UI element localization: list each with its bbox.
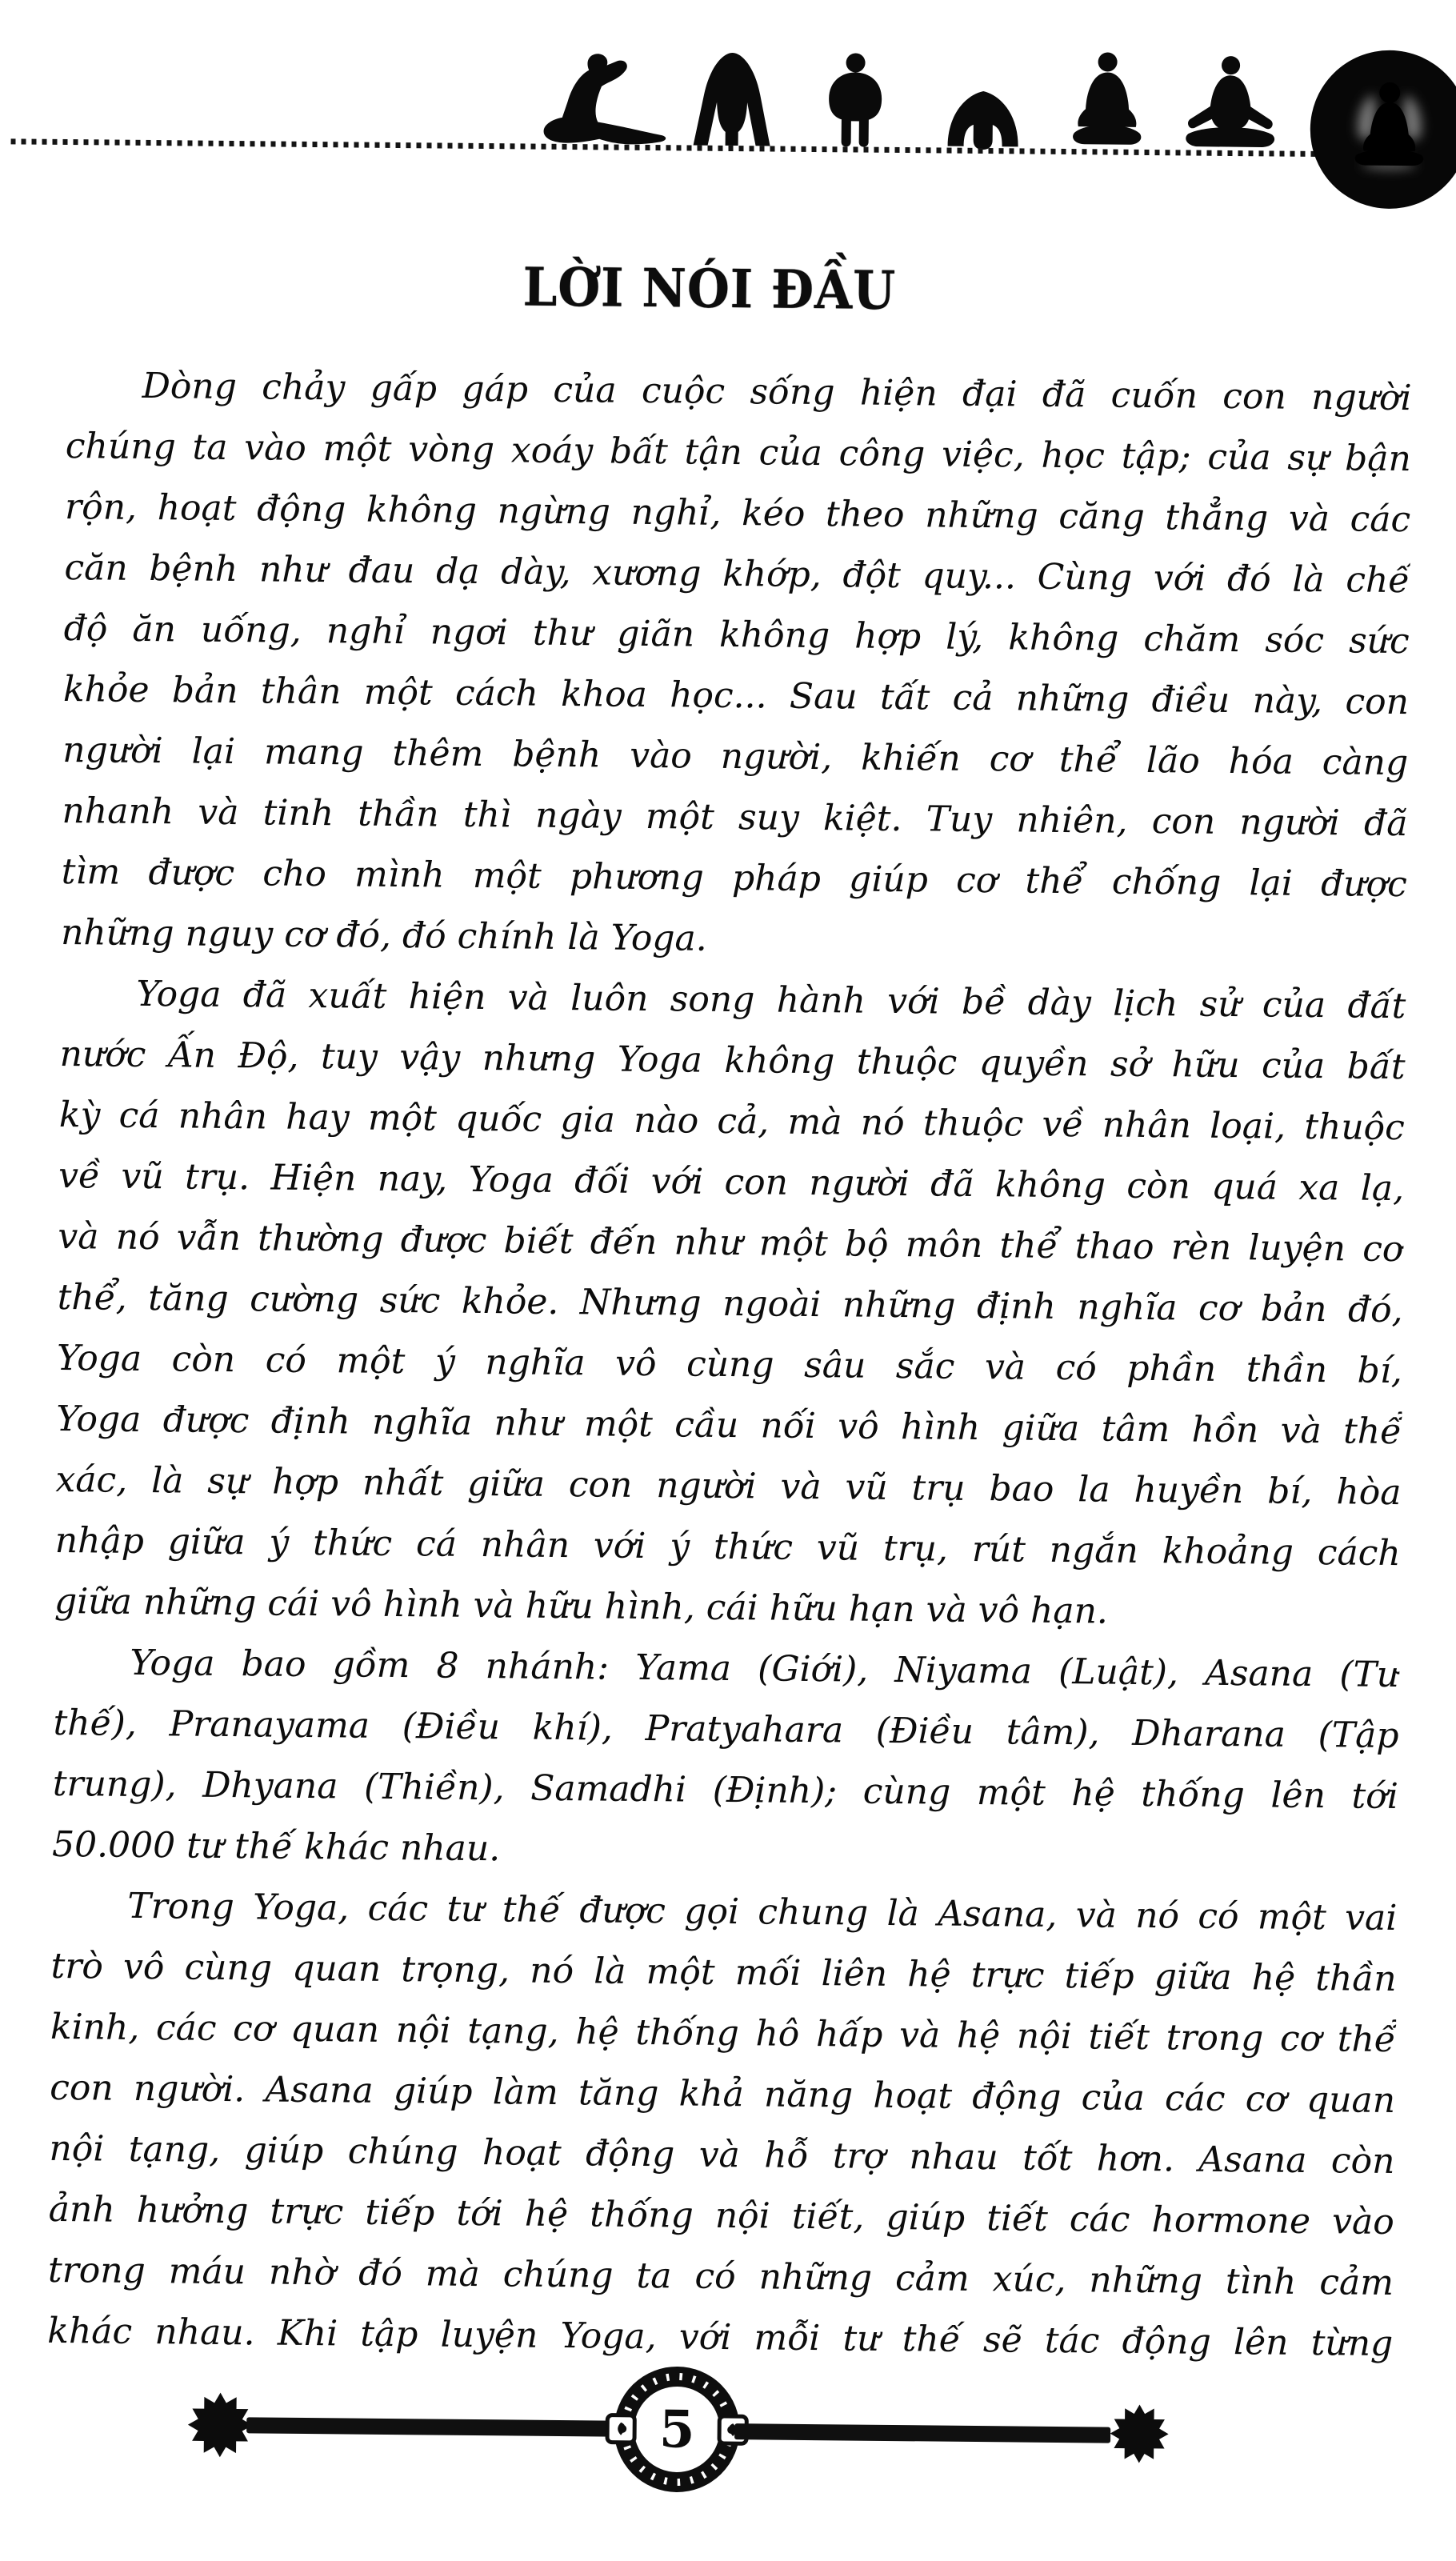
text-line: Dòng chảy gấp gáp của cuộc sống hiện đại đã cuốn con người [142, 365, 1412, 419]
text-line: khỏe bản thân một cách khoa học... Sau tất cả những điều này, con [62, 668, 1410, 723]
lotus-meditation-pose-icon [1069, 50, 1146, 153]
text-line: nước Ấn Độ, tuy vậy nhưng Yoga không thuộc quyền sở hữu của bất [59, 1033, 1406, 1088]
text-line: về vũ trụ. Hiện nay, Yoga đối với con người đã không còn quá xa lạ, [58, 1154, 1405, 1210]
text-line: trong máu nhờ đó mà chúng ta có những cảm xúc, những tình cảm [47, 2249, 1394, 2304]
text-line: Trong Yoga, các tư thế được gọi chung là Asana, và nó có một vai [127, 1885, 1398, 1939]
kneeling-forward-fold-pose-icon [942, 67, 1026, 151]
text-line: kinh, các cơ quan nội tạng, hệ thống hô hấp và hệ nội tiết trong cơ thể [50, 2006, 1397, 2061]
text-line: chúng ta vào một vòng xoáy bất tận của công việc, học tập; của sự bận [65, 426, 1412, 480]
lotus-arms-out-pose-icon [1179, 52, 1282, 154]
text-line: và nó vẫn thường được biết đến như một bộ môn thể thao rèn luyện cơ [58, 1215, 1404, 1270]
text-line: 50.000 tư thế khác nhau. [51, 1823, 501, 1870]
meditation-medallion-icon [1308, 46, 1456, 214]
body-text [47, 355, 1412, 2375]
text-line: con người. Asana giúp làm tăng khả năng hoạt động của các cơ quan [49, 2067, 1396, 2122]
text-line: thể, tăng cường sức khỏe. Nhưng ngoài những định nghĩa cơ bản đó, [57, 1276, 1403, 1331]
squat-balance-pose-icon [818, 52, 894, 150]
starburst-right-icon [1109, 2403, 1170, 2465]
text-line: tìm được cho mình một phương pháp giúp cơ thể chống lại được [61, 850, 1407, 906]
text-line: Yoga còn có một ý nghĩa vô cùng sâu sắc và có phần thần bí, [56, 1337, 1403, 1392]
text-line: nhanh và tinh thần thì ngày một suy kiệt. Tuy nhiên, con người đã [62, 790, 1408, 845]
page-number: 5 [658, 2399, 695, 2460]
text-line: thế), Pranayama (Điều khí), Pratyahara (Điều tâm), Dharana (Tập [53, 1702, 1399, 1757]
footer-rule-left [246, 2417, 619, 2436]
page-number-ornament [604, 2357, 750, 2503]
footer-rule-right [734, 2423, 1110, 2443]
text-line: người lại mang thêm bệnh vào người, khiến cơ thể lão hóa càng [62, 729, 1409, 784]
text-line: ảnh hưởng trực tiếp tới hệ thống nội tiết, giúp tiết các hormone vào [48, 2188, 1394, 2243]
text-line: xác, là sự hợp nhất giữa con người và vũ trụ bao la huyền bí, hòa [55, 1459, 1402, 1514]
page-title: LỜI NÓI ĐẦU [522, 255, 897, 322]
standing-straddle-fold-pose-icon [687, 44, 778, 149]
seated-side-stretch-pose-icon [533, 50, 679, 149]
text-line: rộn, hoạt động không ngừng nghỉ, kéo theo những căng thẳng và các [64, 486, 1411, 541]
text-line: Yoga bao gồm 8 nhánh: Yama (Giới), Niyama (Luật), Asana (Tư [130, 1642, 1400, 1696]
text-line: những nguy cơ đó, đó chính là Yoga. [60, 911, 707, 959]
text-line: trung), Dhyana (Thiền), Samadhi (Định); cùng một hệ thống lên tới [52, 1763, 1399, 1818]
text-line: Yoga đã xuất hiện và luôn song hành với bề dày lịch sử của đất [136, 973, 1406, 1027]
text-line: căn bệnh như đau dạ dày, xương khớp, đột quy... Cùng với đó là chế [64, 546, 1410, 602]
text-line: nội tạng, giúp chúng hoạt động và hỗ trợ nhau tốt hơn. Asana còn [49, 2127, 1395, 2183]
starburst-left-icon [186, 2391, 254, 2459]
text-line: kỳ cá nhân hay một quốc gia nào cả, mà nó thuộc về nhân loại, thuộc [58, 1094, 1406, 1149]
text-line: Yoga được định nghĩa như một cầu nối vô hình giữa tâm hồn và thể [56, 1398, 1402, 1453]
text-line: giữa những cái vô hình và hữu hình, cái hữu hạn và vô hạn. [54, 1580, 1109, 1632]
text-line: khác nhau. Khi tập luyện Yoga, với mỗi tư thế sẽ tác động lên từng [47, 2310, 1394, 2365]
text-line: nhập giữa ý thức cá nhân với ý thức vũ trụ, rút ngắn khoảng cách [54, 1519, 1401, 1575]
text-line: độ ăn uống, nghỉ ngơi thư giãn không hợp lý, không chăm sóc sức [63, 607, 1410, 662]
text-line: trò vô cùng quan trọng, nó là một mối liên hệ trực tiếp giữa hệ thần [50, 1945, 1397, 2000]
